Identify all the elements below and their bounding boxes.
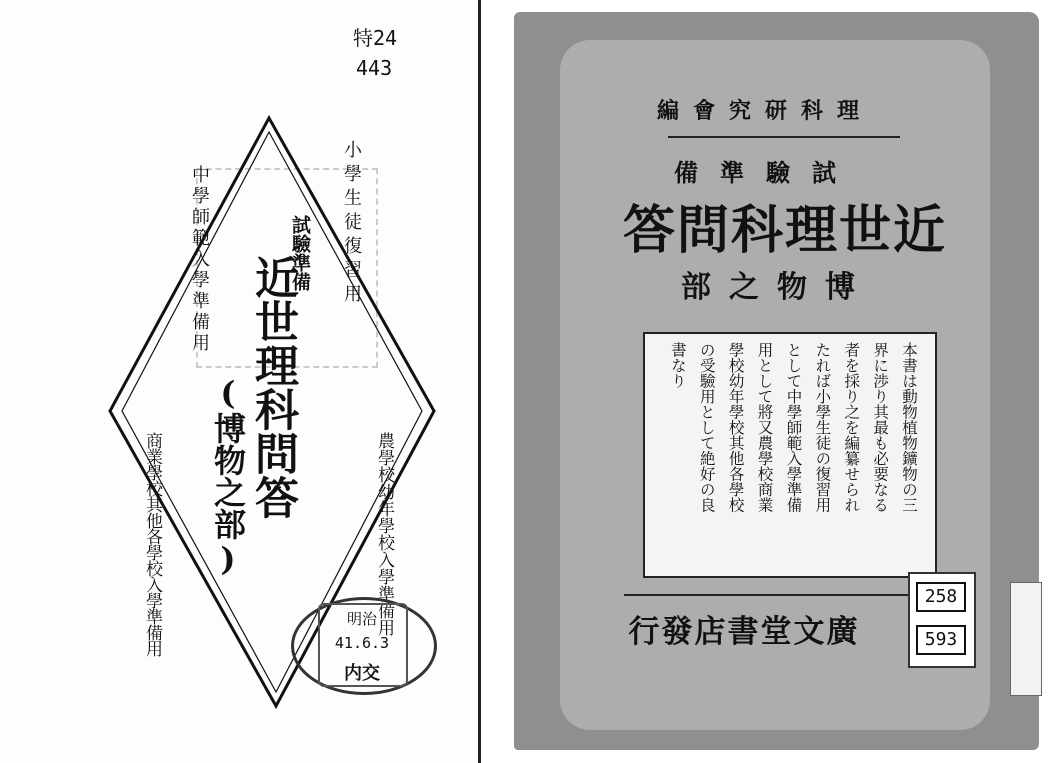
- left-side-text-upper-left: 中學師範入學準備用: [189, 165, 210, 354]
- oval-stamp-era: 明治: [346, 610, 377, 628]
- catalog-number-bottom: 443: [356, 56, 393, 80]
- description-column: 者を採り之を編纂せられ: [842, 342, 861, 513]
- page-gutter: [478, 0, 500, 763]
- description-column: として中學師範入學準備: [784, 342, 803, 513]
- oval-stamp-date: 41.6.3: [334, 634, 390, 652]
- description-column: の受驗用として絶好の良: [697, 342, 716, 513]
- library-label-number-top: 258: [916, 582, 966, 612]
- description-column: 用として將又農學校商業: [755, 342, 774, 513]
- cover-section: 博物之部: [681, 270, 873, 305]
- cover-publisher: 廣文堂書店發行: [628, 614, 860, 650]
- oval-stamp-name: 内交: [344, 663, 380, 684]
- left-subtitle: 試驗準備: [289, 215, 311, 291]
- description-column: 界に渉り其最も必要なる: [871, 342, 890, 513]
- description-column: 學校幼年學校其他各學校: [726, 342, 745, 513]
- edge-tag: [1010, 582, 1042, 696]
- left-title: 近世理科問答: [247, 255, 298, 519]
- left-side-text-lower-right: 農學校幼年學校入學準備用: [374, 432, 394, 636]
- left-side-text-lower-left: 商業學校其他各學校入學準備用: [142, 432, 162, 656]
- cover-title: 近世理科問答: [622, 200, 947, 261]
- description-column: 書なり: [668, 342, 687, 389]
- editor-rule: [668, 136, 900, 138]
- left-side-text-upper-right: 小學生徒復習用: [341, 140, 362, 308]
- left-subtitle-section: (博物之部): [209, 374, 247, 578]
- cover-editor: 理科研究會編: [656, 98, 873, 124]
- description-text: [660, 342, 920, 566]
- description-column: 本書は動物植物鑛物の三: [900, 342, 918, 513]
- description-column: たれば小學生徒の復習用: [813, 342, 832, 513]
- catalog-number-top: 特24: [353, 26, 398, 50]
- library-label-number-bottom: 593: [916, 625, 966, 655]
- cover-subtitle: 試驗準備: [674, 158, 858, 187]
- left-page-edge: [478, 0, 481, 763]
- publisher-rule: [624, 594, 916, 596]
